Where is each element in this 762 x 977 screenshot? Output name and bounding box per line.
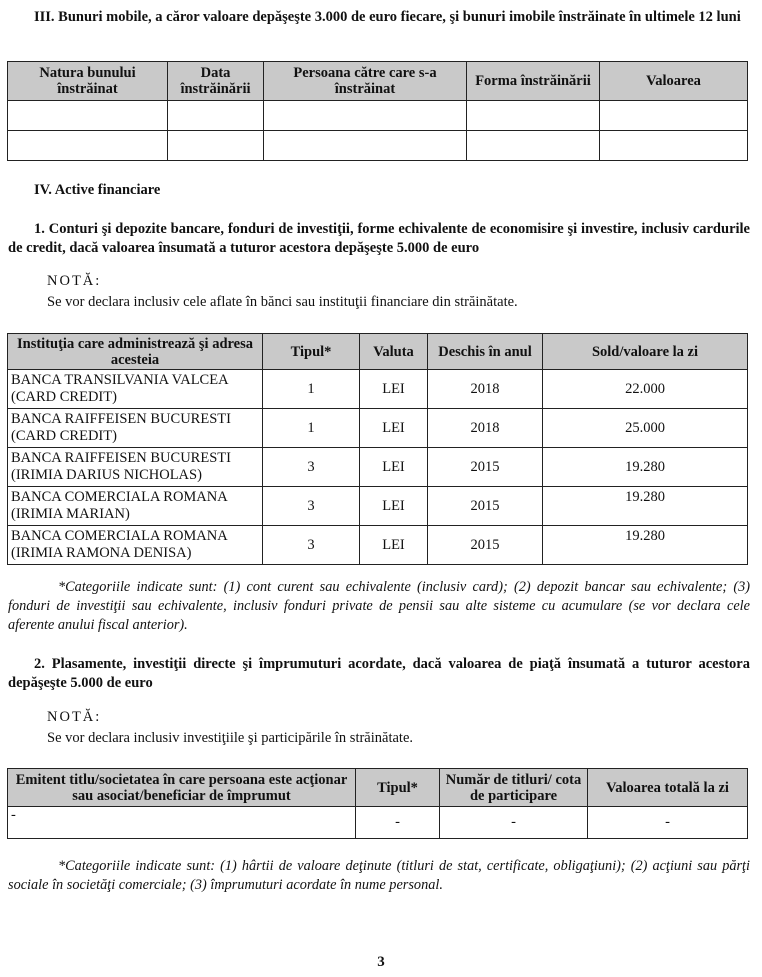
account-currency: LEI xyxy=(360,487,428,526)
table-row xyxy=(8,131,748,161)
col-header-currency: Valuta xyxy=(360,334,428,370)
table-row xyxy=(8,448,748,487)
institution-detail: (CARD CREDIT) xyxy=(11,389,117,405)
institution-name: BANCA RAIFFEISEN BUCURESTI xyxy=(11,411,231,427)
institution-detail: (CARD CREDIT) xyxy=(11,428,117,444)
account-balance: 22.000 xyxy=(543,370,748,409)
col-header-person: Persoana către care s-a înstrăinat xyxy=(264,62,467,101)
nota-text-1: Se vor declara inclusiv cele aflate în bănci sau instituţii financiare din străinătate. xyxy=(47,294,518,310)
footnote-2: *Categoriile indicate sunt: (1) hârtii de valoare deţinute (titluri de stat, certificate, obligaţiuni); (2) acţiuni sau părţi sociale în societăţi comerciale; (3) împrumuturi acordate în nume personal. xyxy=(8,858,750,893)
section-iv-heading: IV. Active financiare xyxy=(34,182,161,198)
institution-name: BANCA COMERCIALA ROMANA xyxy=(11,489,228,505)
account-type: 3 xyxy=(263,448,360,487)
institution-name: BANCA TRANSILVANIA VALCEA xyxy=(11,372,229,388)
institution-detail: (IRIMIA RAMONA DENISA) xyxy=(11,545,192,561)
account-currency: LEI xyxy=(360,448,428,487)
account-balance: 25.000 xyxy=(543,409,748,448)
account-type: 1 xyxy=(263,409,360,448)
nota-title-2: NOTĂ: xyxy=(47,709,102,725)
account-currency: LEI xyxy=(360,409,428,448)
footnote-1: *Categoriile indicate sunt: (1) cont curent sau echivalente (inclusiv card); (2) depozit bancar sau echivalente; (3) fonduri de investiţii sau echivalente, inclusiv fonduri private de pensii sau alte sisteme cu acumulare (se vor declara cele aferente anului fiscal anterior). xyxy=(8,579,750,633)
col-header-year: Deschis în anul xyxy=(428,334,543,370)
subsection-1-heading: 1. Conturi şi depozite bancare, fonduri de investiţii, forme echivalente de economisire şi investire, inclusiv cardurile de credit, dacă valoarea însumată a tuturor acestora depăşeşte 5.000 de euro xyxy=(8,221,750,256)
col-header-issuer: Emitent titlu/societatea în care persoana este acţionar sau asociat/beneficiar de împrumut xyxy=(8,769,356,807)
col-header-date: Data înstrăinării xyxy=(168,62,264,101)
alienated-assets-table xyxy=(7,61,748,161)
col-header-shares: Număr de titluri/ cota de participare xyxy=(440,769,588,807)
section-iii-heading: III. Bunuri mobile, a căror valoare depăşeşte 3.000 de euro fiecare, şi bunuri imobile înstrăinate în ultimele 12 luni xyxy=(34,9,741,25)
shares-cell: - xyxy=(440,807,588,839)
account-balance: 19.280 xyxy=(543,487,748,526)
account-year: 2018 xyxy=(428,409,543,448)
account-currency: LEI xyxy=(360,526,428,565)
account-year: 2015 xyxy=(428,487,543,526)
col-header-value: Valoarea xyxy=(600,62,748,101)
col-header-institution: Instituţia care administrează şi adresa acesteia xyxy=(8,334,263,370)
col-header-nature: Natura bunului înstrăinat xyxy=(8,62,168,101)
institution-name: BANCA RAIFFEISEN BUCURESTI xyxy=(11,450,231,466)
account-year: 2018 xyxy=(428,370,543,409)
account-type: 1 xyxy=(263,370,360,409)
total-value-cell: - xyxy=(588,807,748,839)
account-year: 2015 xyxy=(428,526,543,565)
table-row xyxy=(8,526,748,565)
type-cell: - xyxy=(356,807,440,839)
col-header-total-value: Valoarea totală la zi xyxy=(588,769,748,807)
table-row xyxy=(8,101,748,131)
account-type: 3 xyxy=(263,487,360,526)
account-year: 2015 xyxy=(428,448,543,487)
account-currency: LEI xyxy=(360,370,428,409)
issuer-cell: - xyxy=(8,807,356,839)
account-balance: 19.280 xyxy=(543,448,748,487)
bank-accounts-table xyxy=(7,333,748,565)
nota-title-1: NOTĂ: xyxy=(47,273,102,289)
page-number: 3 xyxy=(377,954,385,970)
table-row xyxy=(8,487,748,526)
institution-detail: (IRIMIA DARIUS NICHOLAS) xyxy=(11,467,202,483)
col-header-form: Forma înstrăinării xyxy=(467,62,600,101)
investments-table xyxy=(7,768,748,839)
account-balance: 19.280 xyxy=(543,526,748,565)
table-row xyxy=(8,409,748,448)
nota-text-2: Se vor declara inclusiv investiţiile şi participările în străinătate. xyxy=(47,730,414,746)
table-row xyxy=(8,807,748,839)
institution-name: BANCA COMERCIALA ROMANA xyxy=(11,528,228,544)
subsection-2-heading: 2. Plasamente, investiţii directe şi împrumuturi acordate, dacă valoarea de piaţă însumată a tuturor acestora depăşeşte 5.000 de euro xyxy=(8,656,750,691)
institution-detail: (IRIMIA MARIAN) xyxy=(11,506,130,522)
col-header-type: Tipul* xyxy=(263,334,360,370)
account-type: 3 xyxy=(263,526,360,565)
col-header-type: Tipul* xyxy=(356,769,440,807)
col-header-balance: Sold/valoare la zi xyxy=(543,334,748,370)
table-row xyxy=(8,370,748,409)
